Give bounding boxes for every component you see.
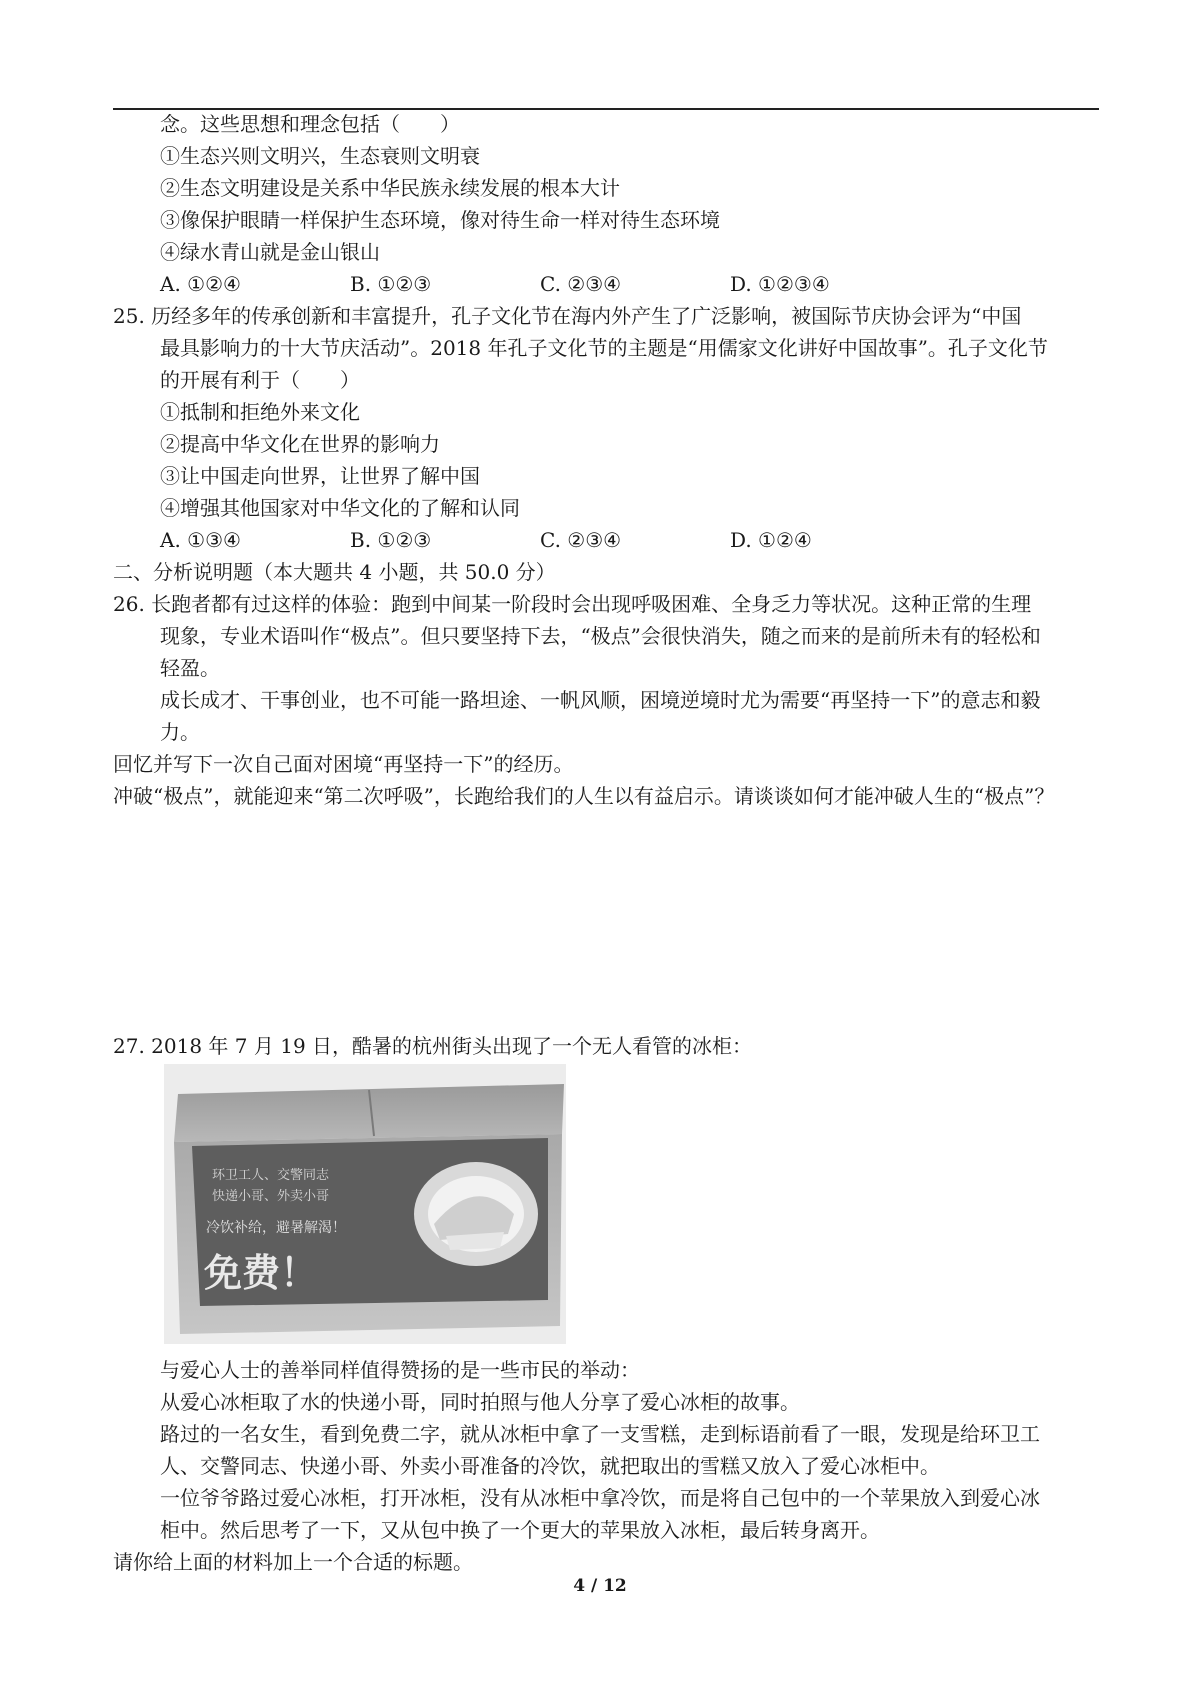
q25-option-d: D. ①②④ [730, 528, 812, 552]
page-number: 4 / 12 [573, 1576, 627, 1596]
q25-item-4: ④增强其他国家对中华文化的了解和认同 [160, 496, 520, 520]
q24-option-c: C. ②③④ [540, 272, 622, 296]
q24-option-d: D. ①②③④ [730, 272, 830, 296]
q27-line-3: 路过的一名女生，看到免费二字，就从冰柜中拿了一支雪糕，走到标语前看了一眼，发现是给环卫工 [160, 1422, 1040, 1446]
q26-line-2: 现象，专业术语叫作“极点”。但只要坚持下去，“极点”会很快消失，随之而来的是前所未有的轻松和 [160, 624, 1041, 648]
q25-item-1: ①抵制和拒绝外来文化 [160, 400, 360, 424]
q26-question-2: 冲破“极点”，就能迎来“第二次呼吸”，长跑给我们的人生以有益启示。请谈谈如何才能冲破人生的“极点”？ [113, 784, 1055, 808]
q27-line-1: 与爱心人士的善举同样值得赞扬的是一些市民的举动： [160, 1358, 640, 1382]
q26-line-5: 力。 [160, 720, 200, 744]
q26-line-4: 成长成才、干事创业，也不可能一路坦途、一帆风顺，困境逆境时尤为需要“再坚持一下”的意志和毅 [160, 688, 1041, 712]
q24-option-a: A. ①②④ [160, 272, 241, 296]
q25-item-2: ②提高中华文化在世界的影响力 [160, 432, 440, 456]
photo-sign-line-1: 环卫工人、交警同志 [212, 1168, 330, 1183]
q25-option-c: C. ②③④ [540, 528, 622, 552]
q25-option-b: B. ①②③ [350, 528, 432, 552]
q25-item-3: ③让中国走向世界，让世界了解中国 [160, 464, 480, 488]
photo-sign-line-2: 快递小哥、外卖小哥 [212, 1189, 330, 1204]
q25-stem-line-1: 25. 历经多年的传承创新和丰富提升，孔子文化节在海内外产生了广泛影响，被国际节庆协会评为“中国 [113, 304, 1022, 328]
q26-line-3: 轻盈。 [160, 656, 220, 680]
q24-item-4: ④绿水青山就是金山银山 [160, 240, 380, 264]
section-2-heading: 二、分析说明题（本大题共 4 小题，共 50.0 分） [113, 560, 556, 584]
q24-options [160, 268, 1060, 300]
q24-option-b: B. ①②③ [350, 272, 432, 296]
free-fridge-photo [164, 1064, 566, 1344]
q27-line-6: 柜中。然后思考了一下，又从包中换了一个更大的苹果放入冰柜，最后转身离开。 [160, 1518, 880, 1542]
q26-question-1: 回忆并写下一次自己面对困境“再坚持一下”的经历。 [113, 752, 574, 776]
q27-question: 请你给上面的材料加上一个合适的标题。 [113, 1550, 473, 1574]
photo-sign-free: 免费！ [204, 1251, 319, 1295]
photo-sign-line-3: 冷饮补给，避暑解渴！ [206, 1220, 346, 1236]
q27-line-2: 从爱心冰柜取了水的快递小哥，同时拍照与他人分享了爱心冰柜的故事。 [160, 1390, 800, 1414]
q27-line-5: 一位爷爷路过爱心冰柜，打开冰柜，没有从冰柜中拿冷饮，而是将自己包中的一个苹果放入到爱心冰 [160, 1486, 1040, 1510]
q26-line-1: 26. 长跑者都有过这样的体验：跑到中间某一阶段时会出现呼吸困难、全身乏力等状况。这种正常的生理 [113, 592, 1032, 616]
q27-line-4: 人、交警同志、快递小哥、外卖小哥准备的冷饮，就把取出的雪糕又放入了爱心冰柜中。 [160, 1454, 940, 1478]
q25-options [160, 524, 1060, 556]
q27-stem: 27. 2018 年 7 月 19 日，酷暑的杭州街头出现了一个无人看管的冰柜： [113, 1034, 753, 1058]
q24-item-3: ③像保护眼睛一样保护生态环境，像对待生命一样对待生态环境 [160, 208, 720, 232]
q25-option-a: A. ①③④ [160, 528, 241, 552]
q25-stem-line-3: 的开展有利于（ ） [160, 368, 360, 392]
q24-stem-end: 念。这些思想和理念包括（ ） [160, 112, 460, 136]
q24-item-2: ②生态文明建设是关系中华民族永续发展的根本大计 [160, 176, 620, 200]
q25-stem-line-2: 最具影响力的十大节庆活动”。2018 年孔子文化节的主题是“用儒家文化讲好中国故事”。孔子文化节 [160, 336, 1048, 360]
q24-item-1: ①生态兴则文明兴，生态衰则文明衰 [160, 144, 480, 168]
